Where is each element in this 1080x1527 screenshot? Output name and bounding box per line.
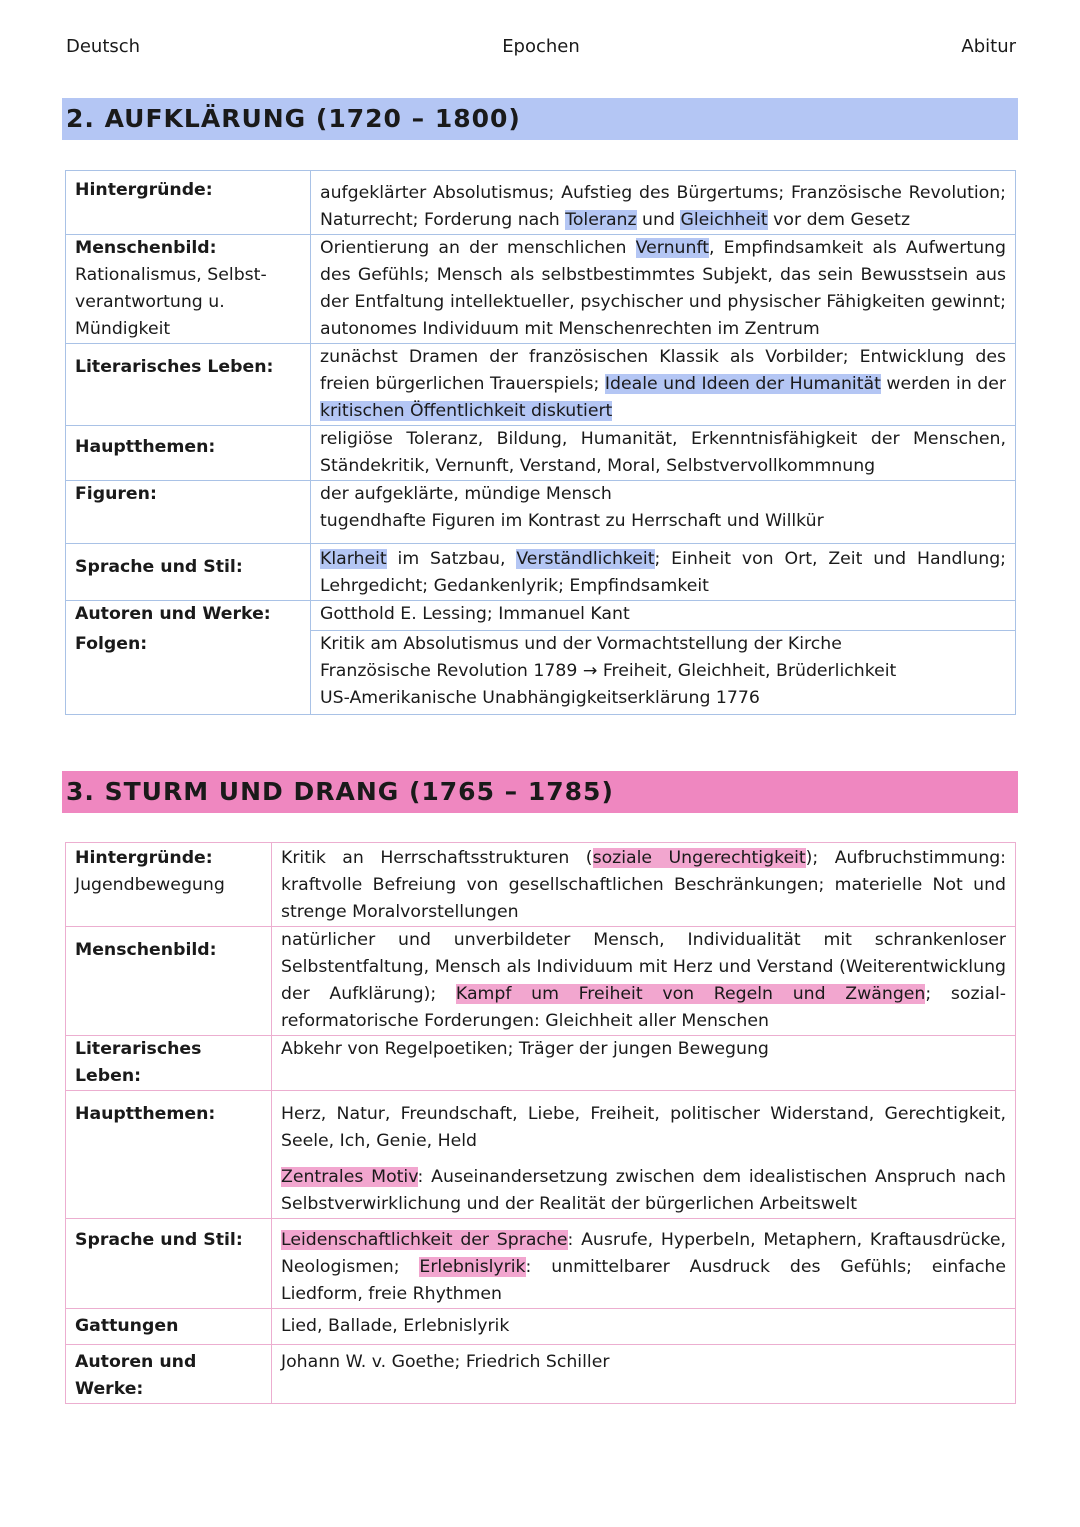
row-label: Hintergründe:	[66, 171, 311, 235]
highlight: Erlebnislyrik	[419, 1257, 526, 1277]
row-content: Lied, Ballade, Erlebnislyrik	[272, 1309, 1016, 1345]
row-label: Literarisches Leben:	[66, 1036, 272, 1091]
row-content: Johann W. v. Goethe; Friedrich Schiller	[272, 1345, 1016, 1404]
row-content: Gotthold E. Lessing; Immanuel Kant	[311, 601, 1016, 631]
table-row	[66, 631, 1016, 715]
row-label: Hintergründe: Jugendbewegung	[66, 843, 272, 927]
table-row	[66, 1309, 1016, 1345]
row-label: Menschenbild: Rationalismus, Selbst-verantwortung u. Mündigkeit	[66, 235, 311, 344]
row-label: Hauptthemen:	[66, 1091, 272, 1219]
table-row	[66, 1091, 1016, 1219]
row-label: Autoren und Werke:	[66, 1345, 272, 1404]
row-content: Kritik am Absolutismus und der Vormachtstellung der Kirche Französische Revolution 1789 → Freiheit, Gleichheit, Brüderlichkeit US-Amerikanische Unabhängigkeitserklärung 1776	[311, 631, 1016, 715]
row-label: Menschenbild:	[66, 927, 272, 1036]
row-label: Autoren und Werke:	[66, 601, 311, 631]
highlight: Zentrales Motiv	[281, 1167, 418, 1187]
page-header	[66, 36, 1016, 64]
highlight: Vernunft	[635, 238, 709, 258]
highlight: soziale Ungerechtigkeit	[592, 848, 806, 868]
row-label: Gattungen	[66, 1309, 272, 1345]
row-label: Literarisches Leben:	[66, 344, 311, 426]
table-row	[66, 171, 1016, 235]
highlight: Leidenschaftlichkeit der Sprache	[281, 1230, 568, 1250]
highlight: Verständlichkeit	[516, 549, 655, 569]
table-row	[66, 1219, 1016, 1309]
section-title-aufklaerung: 2. AUFKLÄRUNG (1720 – 1800)	[62, 98, 1018, 140]
row-label: Figuren:	[66, 481, 311, 544]
table-row	[66, 426, 1016, 481]
table-row	[66, 1036, 1016, 1091]
section-title-sturm-und-drang: 3. STURM UND DRANG (1765 – 1785)	[62, 771, 1018, 813]
row-content: der aufgeklärte, mündige Mensch tugendhafte Figuren im Kontrast zu Herrschaft und Willkür	[311, 481, 1016, 544]
row-content: Leidenschaftlichkeit der Sprache: Ausrufe, Hyperbeln, Metaphern, Kraftausdrücke, Neologismen; Erlebnislyrik: unmittelbarer Ausdruck des Gefühls; einfache Liedform, freie Rhythmen	[272, 1219, 1016, 1309]
row-label: Sprache und Stil:	[66, 544, 311, 601]
row-content: Orientierung an der menschlichen Vernunft, Empfindsamkeit als Aufwertung des Gefühls; Mensch als selbstbestimmtes Subjekt, das sein Bewusstsein aus der Entfaltung intellektueller, psychischer und physischer Fähigkeiten gewinnt; autonomes Individuum mit Menschenrechten im Zentrum	[311, 235, 1016, 344]
row-content: Klarheit im Satzbau, Verständlichkeit; Einheit von Ort, Zeit und Handlung; Lehrgedicht; Gedankenlyrik; Empfindsamkeit	[311, 544, 1016, 601]
row-label: Hauptthemen:	[66, 426, 311, 481]
table-row	[66, 544, 1016, 601]
row-content: Herz, Natur, Freundschaft, Liebe, Freiheit, politischer Widerstand, Gerechtigkeit, Seele, Ich, Genie, Held Zentrales Motiv: Auseinandersetzung zwischen dem idealistischen Anspruch nach Selbstverwirklichung und der Realität der bürgerlichen Arbeitswelt	[272, 1091, 1016, 1219]
row-label: Folgen:	[66, 631, 311, 715]
row-content: natürlicher und unverbildeter Mensch, Individualität mit schrankenloser Selbstentfaltung, Mensch als Individuum mit Herz und Verstand (Weiterentwicklung der Aufklärung); Kampf um Freiheit von Regeln und Zwängen; sozial-reformatorische Forderungen: Gleichheit aller Menschen	[272, 927, 1016, 1036]
row-content: aufgeklärter Absolutismus; Aufstieg des Bürgertums; Französische Revolution; Naturrecht; Forderung nach Toleranz und Gleichheit vor dem Gesetz	[311, 171, 1016, 235]
highlight: Toleranz	[565, 210, 637, 230]
aufklaerung-table	[65, 170, 1016, 715]
table-row	[66, 843, 1016, 927]
header-level: Abitur	[961, 36, 1016, 57]
highlight: Ideale und Ideen der Humanität	[604, 374, 881, 394]
table-row	[66, 235, 1016, 344]
row-content: Kritik an Herrschaftsstrukturen (soziale Ungerechtigkeit); Aufbruchstimmung: kraftvolle Befreiung von gesellschaftlichen Beschränkungen; materielle Not und strenge Moralvorstellungen	[272, 843, 1016, 927]
header-topic: Epochen	[502, 36, 580, 57]
highlight: Kampf um Freiheit von Regeln und Zwängen	[455, 984, 926, 1004]
sturm-und-drang-table	[65, 842, 1016, 1404]
table-row	[66, 1345, 1016, 1404]
row-label: Sprache und Stil:	[66, 1219, 272, 1309]
row-content: Abkehr von Regelpoetiken; Träger der jungen Bewegung	[272, 1036, 1016, 1091]
table-row	[66, 481, 1016, 544]
highlight: kritischen Öffentlichkeit diskutiert	[320, 401, 613, 421]
highlight: Klarheit	[320, 549, 387, 569]
header-subject: Deutsch	[66, 36, 141, 57]
row-content: zunächst Dramen der französischen Klassik als Vorbilder; Entwicklung des freien bürgerlichen Trauerspiels; Ideale und Ideen der Humanität werden in der kritischen Öffentlichkeit diskutiert	[311, 344, 1016, 426]
table-row	[66, 344, 1016, 426]
row-content: religiöse Toleranz, Bildung, Humanität, Erkenntnisfähigkeit der Menschen, Ständekritik, Vernunft, Verstand, Moral, Selbstvervollkommnung	[311, 426, 1016, 481]
table-row	[66, 601, 1016, 631]
table-row	[66, 927, 1016, 1036]
highlight: Gleichheit	[680, 210, 768, 230]
